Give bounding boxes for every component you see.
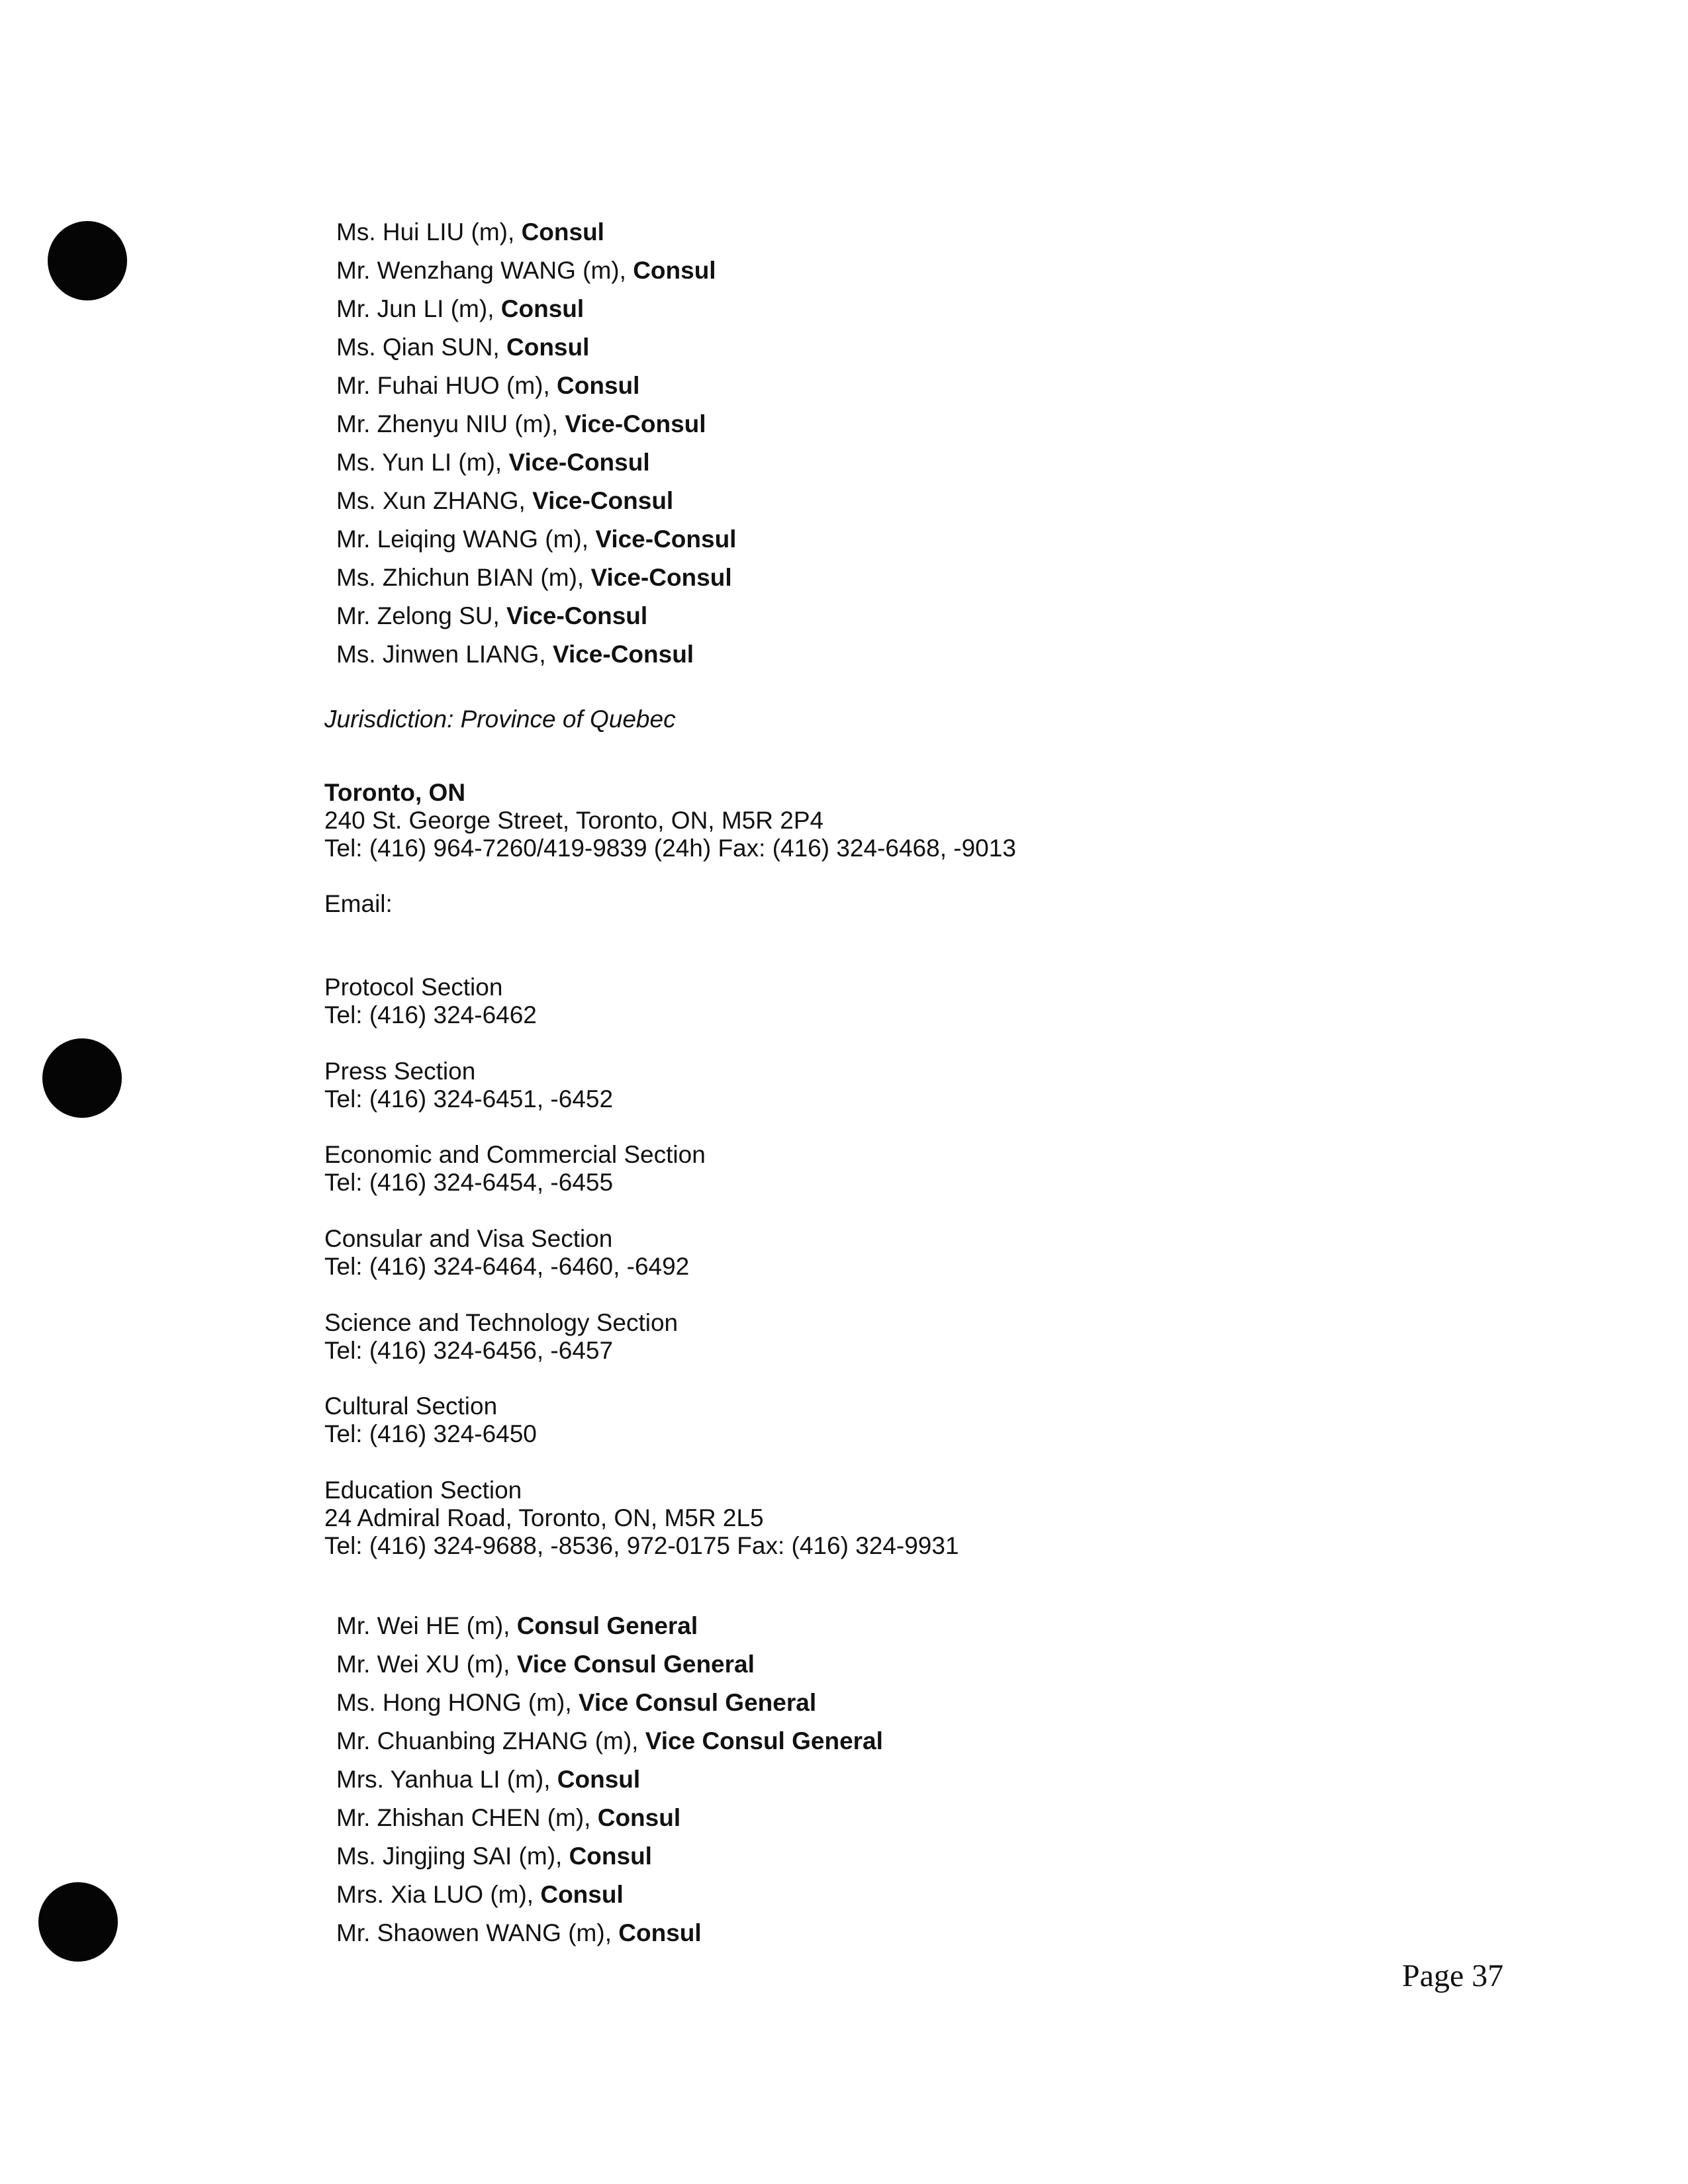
staff-title: Consul	[557, 372, 640, 399]
staff-name: Ms. Hong HONG (m),	[336, 1689, 579, 1716]
page-number: Page 37	[1402, 1958, 1504, 1993]
staff-name: Ms. Qian SUN,	[336, 334, 506, 361]
staff-entry	[336, 251, 736, 290]
staff-title: Vice-Consul	[590, 564, 732, 591]
staff-title: Vice Consul General	[516, 1651, 755, 1678]
staff-title: Consul	[618, 1919, 702, 1946]
staff-name: Ms. Hui LIU (m),	[336, 218, 522, 246]
staff-title: Consul	[557, 1766, 641, 1793]
staff-title: Consul General	[516, 1612, 698, 1639]
staff-title: Consul	[540, 1881, 624, 1908]
section-science-technology	[324, 1309, 678, 1365]
staff-entry	[336, 1684, 883, 1722]
toronto-staff-list	[336, 1607, 883, 1952]
section-consular-visa	[324, 1225, 689, 1281]
section-name: Consular and Visa Section	[324, 1225, 613, 1252]
section-education	[324, 1477, 959, 1560]
jurisdiction-note: Jurisdiction: Province of Quebec	[324, 705, 676, 733]
staff-name: Mr. Zhenyu NIU (m),	[336, 410, 565, 437]
staff-title: Consul	[506, 334, 590, 361]
staff-entry	[336, 1645, 883, 1684]
section-name: Protocol Section	[324, 974, 503, 1001]
staff-name: Ms. Zhichun BIAN (m),	[336, 564, 591, 591]
staff-entry	[336, 1799, 883, 1837]
staff-entry	[336, 1760, 883, 1799]
staff-name: Mr. Zelong SU,	[336, 602, 507, 629]
staff-title: Vice-Consul	[552, 641, 694, 668]
section-name: Press Section	[324, 1058, 476, 1085]
staff-name: Mr. Zhishan CHEN (m),	[336, 1804, 598, 1831]
staff-entry	[336, 635, 736, 674]
office-address: 240 St. George Street, Toronto, ON, M5R 2P4	[324, 807, 824, 834]
staff-title: Vice-Consul	[532, 487, 674, 514]
staff-title: Vice Consul General	[645, 1727, 883, 1754]
staff-title: Vice-Consul	[508, 449, 650, 476]
staff-entry	[336, 328, 736, 367]
staff-name: Mr. Shaowen WANG (m),	[336, 1919, 619, 1946]
staff-entry	[336, 367, 736, 405]
staff-entry	[336, 520, 736, 559]
office-phone: Tel: (416) 964-7260/419-9839 (24h) Fax: (416) 324-6468, -9013	[324, 835, 1016, 862]
staff-name: Mr. Wenzhang WANG (m),	[336, 257, 633, 284]
staff-entry	[336, 443, 736, 482]
section-name: Cultural Section	[324, 1392, 498, 1420]
staff-entry	[336, 405, 736, 443]
section-phone: Tel: (416) 324-9688, -8536, 972-0175 Fax: (416) 324-9931	[324, 1532, 959, 1559]
office-block	[324, 779, 1016, 862]
staff-name: Mr. Jun LI (m),	[336, 295, 501, 322]
section-name: Science and Technology Section	[324, 1309, 679, 1336]
staff-title: Vice Consul General	[578, 1689, 817, 1716]
staff-name: Mr. Wei HE (m),	[336, 1612, 517, 1639]
punch-hole	[38, 1882, 118, 1962]
staff-name: Ms. Jingjing SAI (m),	[336, 1843, 569, 1870]
staff-entry	[336, 597, 736, 635]
staff-title: Vice-Consul	[595, 525, 737, 553]
staff-name: Mrs. Xia LUO (m),	[336, 1881, 541, 1908]
section-phone: Tel: (416) 324-6454, -6455	[324, 1169, 614, 1196]
staff-title: Consul	[500, 295, 585, 322]
punch-hole	[42, 1038, 122, 1118]
staff-entry	[336, 1722, 883, 1760]
staff-title: Consul	[569, 1843, 652, 1870]
section-press	[324, 1058, 613, 1113]
staff-title: Consul	[633, 257, 716, 284]
staff-name: Ms. Jinwen LIANG,	[336, 641, 553, 668]
staff-name: Ms. Yun LI (m),	[336, 449, 509, 476]
staff-entry	[336, 1914, 883, 1952]
staff-entry	[336, 1837, 883, 1876]
staff-title: Vice-Consul	[565, 410, 706, 437]
section-economic-commercial	[324, 1141, 706, 1197]
staff-title: Consul	[521, 218, 604, 246]
section-phone: Tel: (416) 324-6451, -6452	[324, 1085, 614, 1113]
staff-name: Ms. Xun ZHANG,	[336, 487, 533, 514]
section-phone: Tel: (416) 324-6462	[324, 1001, 537, 1028]
punch-hole	[48, 221, 127, 300]
staff-entry	[336, 213, 736, 251]
section-protocol	[324, 974, 537, 1029]
staff-name: Mr. Wei XU (m),	[336, 1651, 517, 1678]
montreal-staff-list	[336, 213, 736, 674]
staff-name: Mr. Fuhai HUO (m),	[336, 372, 557, 399]
staff-title: Consul	[597, 1804, 681, 1831]
staff-name: Mrs. Yanhua LI (m),	[336, 1766, 557, 1793]
section-phone: Tel: (416) 324-6450	[324, 1420, 537, 1447]
office-name: Toronto, ON	[324, 779, 466, 806]
staff-title: Vice-Consul	[506, 602, 648, 629]
staff-name: Mr. Chuanbing ZHANG (m),	[336, 1727, 645, 1754]
email-label: Email:	[324, 890, 393, 917]
staff-entry	[336, 290, 736, 328]
staff-name: Mr. Leiqing WANG (m),	[336, 525, 596, 553]
section-name: Economic and Commercial Section	[324, 1141, 706, 1168]
staff-entry	[336, 559, 736, 597]
section-phone: Tel: (416) 324-6456, -6457	[324, 1337, 614, 1364]
section-address: 24 Admiral Road, Toronto, ON, M5R 2L5	[324, 1504, 764, 1531]
section-phone: Tel: (416) 324-6464, -6460, -6492	[324, 1253, 690, 1280]
section-cultural	[324, 1392, 537, 1448]
section-name: Education Section	[324, 1477, 522, 1504]
staff-entry	[336, 1876, 883, 1914]
staff-entry	[336, 1607, 883, 1645]
staff-entry	[336, 482, 736, 520]
